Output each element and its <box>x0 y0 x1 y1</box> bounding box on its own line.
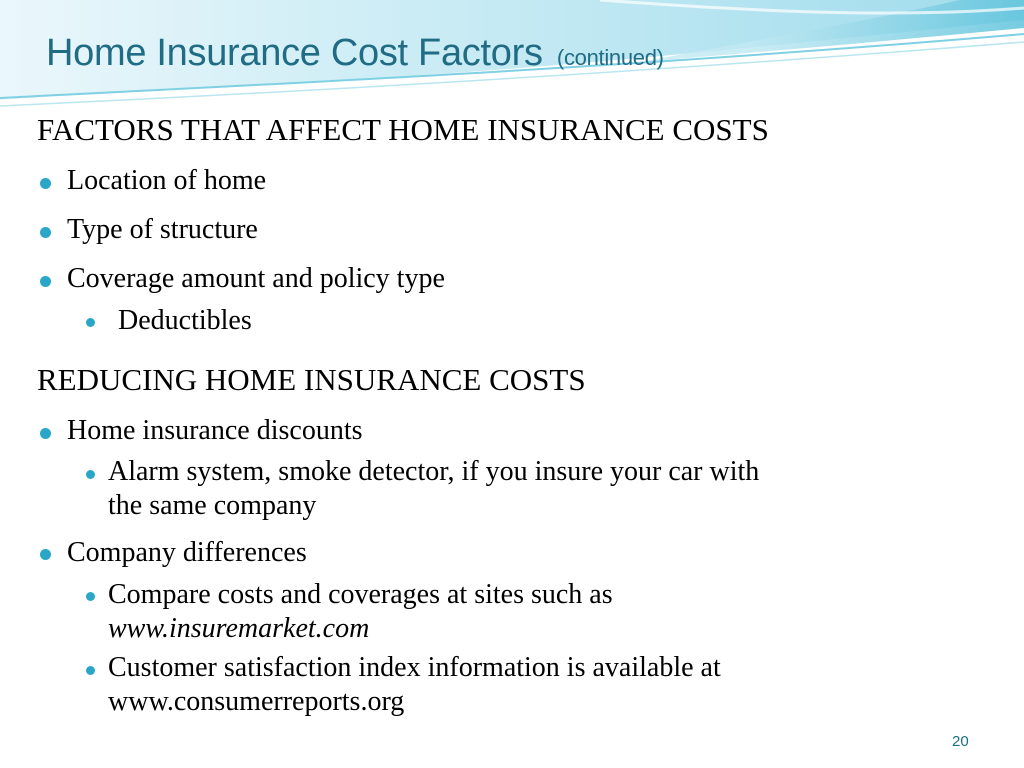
sub-bullet-icon <box>86 470 95 479</box>
slide-title-text: Home Insurance Cost Factors <box>46 32 543 74</box>
bullet-discounts: Home insurance discounts <box>67 415 363 446</box>
bullet-icon <box>40 276 51 287</box>
bullet-icon <box>40 549 51 560</box>
bullet-company-differences: Company differences <box>67 537 307 568</box>
section-heading-reducing: REDUCING HOME INSURANCE COSTS <box>37 362 586 397</box>
section-heading-factors: FACTORS THAT AFFECT HOME INSURANCE COSTS <box>37 112 769 147</box>
bullet-coverage: Coverage amount and policy type <box>67 263 445 294</box>
sub-bullet-icon <box>86 592 95 601</box>
sub-bullet-alarm-line1: Alarm system, smoke detector, if you insure your car with <box>108 456 760 487</box>
bullet-icon <box>40 227 51 238</box>
sub-bullet-icon <box>86 318 95 327</box>
bullet-icon <box>40 428 51 439</box>
sub-bullet-icon <box>86 666 95 675</box>
consumerreports-link[interactable]: www.consumerreports.org <box>108 686 405 717</box>
sub-bullet-customer-line1: Customer satisfaction index information is available at <box>108 652 721 683</box>
sub-bullet-alarm-line2: the same company <box>108 490 317 521</box>
slide-title-suffix: (continued) <box>556 45 664 70</box>
bullet-location: Location of home <box>67 165 267 196</box>
insuremarket-link[interactable]: www.insuremarket.com <box>108 613 370 644</box>
bullet-structure: Type of structure <box>67 214 258 245</box>
bullet-icon <box>40 178 51 189</box>
sub-bullet-compare-line1: Compare costs and coverages at sites such as <box>108 579 613 610</box>
slide-title <box>46 32 664 75</box>
page-number: 20 <box>952 733 969 750</box>
sub-bullet-deductibles: Deductibles <box>118 305 252 336</box>
